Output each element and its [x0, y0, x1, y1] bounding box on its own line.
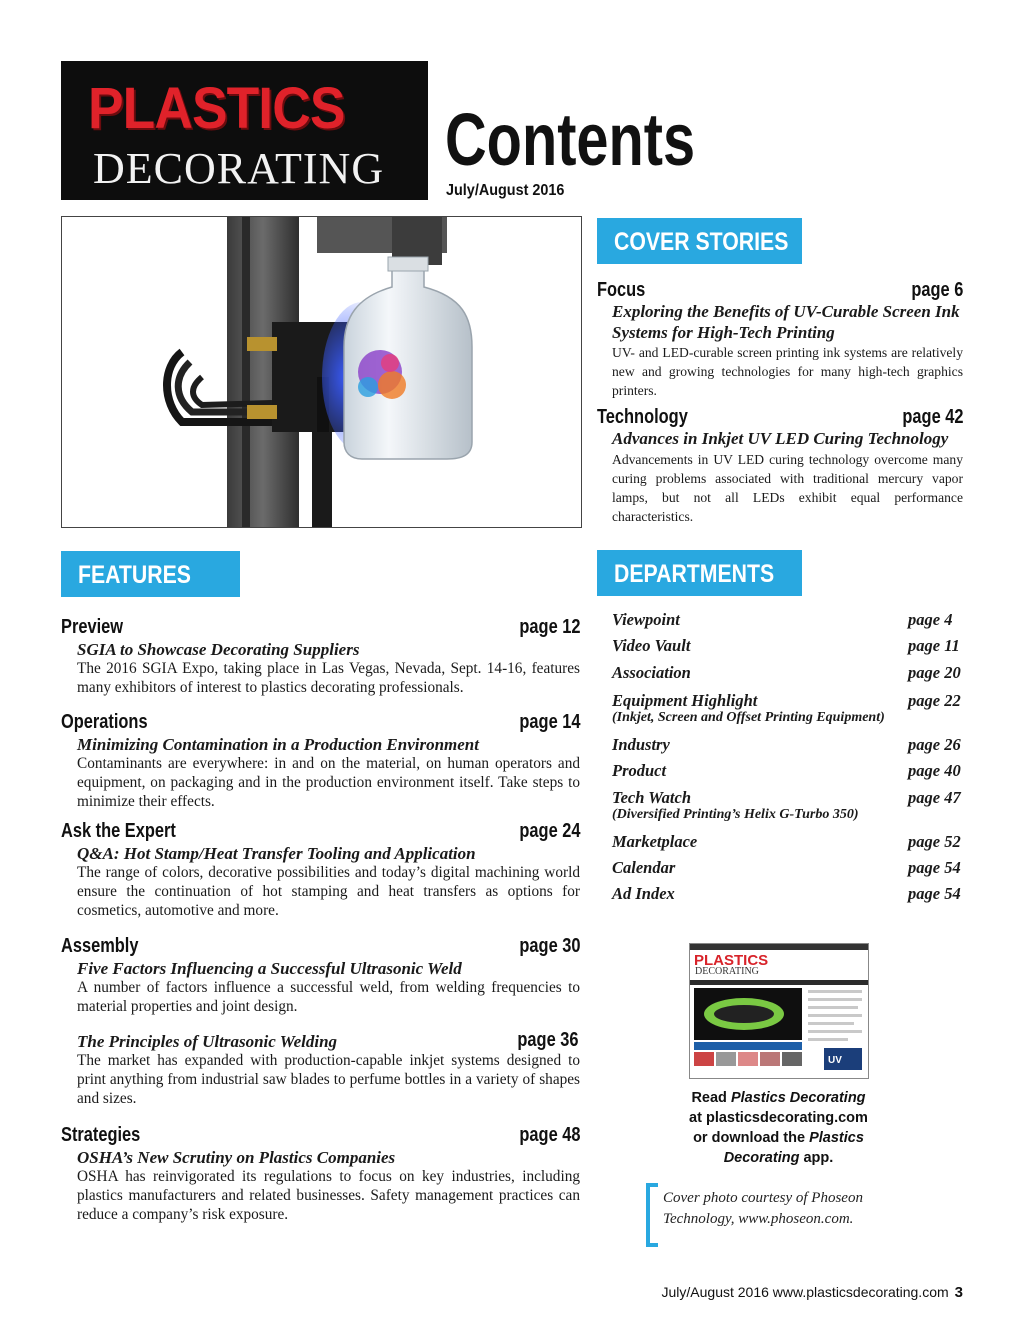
feature-page[interactable]: page 48: [518, 1124, 580, 1146]
feature-description: The 2016 SGIA Expo, taking place in Las Vegas, Nevada, Sept. 14-16, features many exhibitors of interest to plastics decorating professionals.: [77, 660, 580, 696]
features-tab: [61, 551, 240, 597]
department-name[interactable]: Tech Watch: [612, 788, 691, 807]
feature-page[interactable]: page 24: [518, 820, 580, 842]
department-page[interactable]: page 22: [908, 691, 961, 710]
feature-section: Preview: [61, 616, 123, 638]
department-name[interactable]: Ad Index: [612, 884, 675, 903]
feature-headline[interactable]: Five Factors Influencing a Successful Ultrasonic Weld: [77, 959, 462, 978]
feature-description: Contaminants are everywhere: in and on the material, on human operators and equipment, on packaging and in the production environment itself. Take steps to minimize their effects.: [77, 755, 580, 810]
department-page[interactable]: page 20: [908, 663, 961, 682]
thumb-topbar: [690, 944, 868, 950]
departments-tab: [597, 550, 802, 596]
department-name[interactable]: Equipment Highlight: [612, 691, 758, 710]
feature-headline[interactable]: Minimizing Contamination in a Production Environment: [77, 735, 479, 754]
department-page[interactable]: page 40: [908, 761, 961, 780]
logo-decorating-text: DECORATING: [93, 144, 385, 193]
credit-bracket: [646, 1183, 658, 1247]
feature-description: The market has expanded with production-capable inkjet systems designed to print anything from industrial saw blades to perfume bottles in a variety of shapes and sizes.: [77, 1052, 580, 1107]
department-subtitle: (Diversified Printing’s Helix G-Turbo 350): [612, 807, 859, 822]
feature-headline[interactable]: Q&A: Hot Stamp/Heat Transfer Tooling and Application: [77, 844, 476, 863]
website-screenshot[interactable]: [689, 943, 869, 1079]
feature-section: Assembly: [61, 935, 139, 957]
thumb-nav: [690, 980, 868, 985]
feature-page[interactable]: page 30: [518, 935, 580, 957]
page-footer: [662, 1284, 964, 1301]
department-name[interactable]: Viewpoint: [612, 610, 680, 629]
thumb-logo-sub: DECORATING: [695, 966, 759, 977]
department-page[interactable]: page 11: [908, 636, 960, 655]
feature-section: Operations: [61, 711, 148, 733]
promo-text: Read: [691, 1090, 731, 1106]
feature-description: OSHA has reinvigorated its regulations to focus on key industries, including plastics manufacturers and related businesses. Safety management practices can reduce a company’s risk exposure.: [77, 1168, 580, 1223]
cover-story-headline[interactable]: Advances in Inkjet UV LED Curing Technology: [612, 429, 949, 448]
cover-story-page[interactable]: page 42: [901, 406, 963, 428]
cover-story-page[interactable]: page 6: [911, 279, 963, 301]
cover-photo: [61, 216, 582, 528]
page-number: 3: [954, 1284, 963, 1301]
feature-headline[interactable]: SGIA to Showcase Decorating Suppliers: [77, 640, 360, 659]
cover-stories-tab: [597, 218, 802, 264]
department-page[interactable]: page 54: [908, 858, 961, 877]
thumb-content: [694, 988, 864, 1076]
department-page[interactable]: page 47: [908, 788, 961, 807]
cover-story-section: Technology: [597, 406, 688, 428]
logo-plastics-text: PLASTICS: [88, 76, 345, 141]
department-name[interactable]: Calendar: [612, 858, 676, 877]
feature-section: Ask the Expert: [61, 820, 176, 842]
promo-magazine-name: Decorating: [723, 1150, 800, 1166]
features-tab-label: FEATURES: [78, 561, 191, 589]
app-promo: [661, 1088, 896, 1168]
promo-website[interactable]: at plasticsdecorating.com: [689, 1110, 868, 1126]
page-title: Contents: [445, 98, 696, 181]
department-page[interactable]: page 26: [908, 735, 961, 754]
department-page[interactable]: page 52: [908, 832, 961, 851]
svg-text:UV: UV: [828, 1055, 842, 1066]
promo-magazine-name: Plastics: [809, 1130, 864, 1146]
cover-stories-tab-label: COVER STORIES: [614, 228, 789, 256]
department-name[interactable]: Association: [612, 663, 691, 682]
department-subtitle: (Inkjet, Screen and Offset Printing Equipment): [612, 710, 885, 725]
feature-page[interactable]: page 14: [518, 711, 580, 733]
cover-story-description: Advancements in UV LED curing technology overcome many curing problems associated with traditional mercury vapor lamps, but not all LEDs exhibit equal performance characteristics.: [612, 452, 963, 524]
feature-description: The range of colors, decorative possibilities and today’s digital machining world ensure the continuation of hot stamping and heat transfers as options for cosmetics, automotive and more.: [77, 864, 580, 919]
feature-page[interactable]: page 36: [516, 1029, 578, 1051]
departments-tab-label: DEPARTMENTS: [614, 560, 775, 588]
department-name[interactable]: Industry: [612, 735, 670, 754]
department-name[interactable]: Video Vault: [612, 636, 691, 655]
department-name[interactable]: Marketplace: [612, 832, 698, 851]
promo-text: or download the: [693, 1130, 810, 1146]
feature-section: Strategies: [61, 1124, 141, 1146]
cover-photo-credit: Cover photo courtesy of Phoseon Technology, www.phoseon.com.: [663, 1190, 863, 1227]
cover-story-description: UV- and LED-curable screen printing ink systems are relatively new and growing technologies for many high-tech graphics printers.: [612, 345, 963, 398]
feature-headline[interactable]: The Principles of Ultrasonic Welding: [77, 1032, 338, 1051]
department-page[interactable]: page 4: [908, 610, 953, 629]
footer-text: July/August 2016 www.plasticsdecorating.com: [661, 1284, 949, 1300]
feature-page[interactable]: page 12: [518, 616, 580, 638]
feature-headline[interactable]: OSHA’s New Scrutiny on Plastics Companies: [77, 1148, 396, 1167]
feature-description: A number of factors influence a successful weld, from welding frequencies to material properties and joint design.: [77, 979, 580, 1015]
promo-magazine-name: Plastics Decorating: [730, 1090, 866, 1106]
thumb-logo: PLASTICS: [694, 952, 769, 969]
issue-date: July/August 2016: [446, 182, 565, 199]
cover-story-section: Focus: [597, 279, 646, 301]
department-page[interactable]: page 54: [908, 884, 961, 903]
cover-story-headline[interactable]: Exploring the Benefits of UV-Curable Screen Ink Systems for High-Tech Printing: [612, 302, 960, 342]
department-name[interactable]: Product: [612, 761, 667, 780]
promo-text: app.: [799, 1150, 834, 1166]
magazine-logo: [61, 61, 428, 200]
